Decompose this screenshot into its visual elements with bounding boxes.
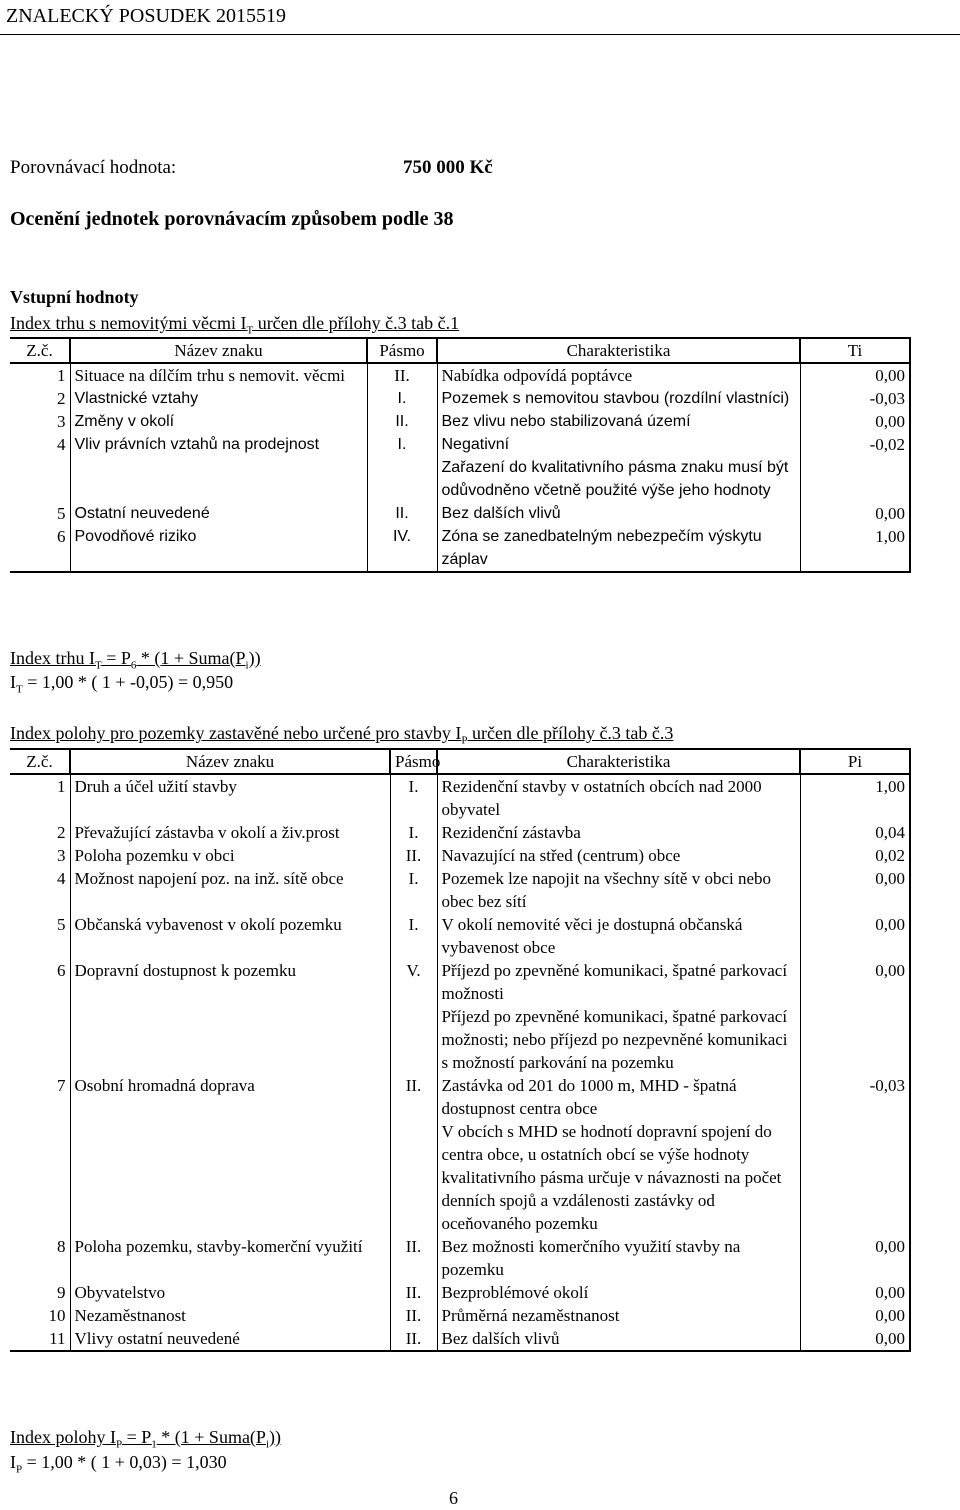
row-number: 2 (57, 389, 66, 408)
row-characteristic: Pozemek lze napojit na všechny sítě v obci nebo obec bez sítí (437, 867, 800, 913)
location-index-table (10, 748, 911, 1352)
row-value: 0,00 (800, 410, 910, 433)
row-characteristic: Negativní Zařazení do kvalitativního pásma znaku musí být odůvodněno včetně použité výše jeho hodnoty (437, 433, 800, 502)
table-row (10, 387, 910, 410)
row-number: 5 (57, 915, 66, 934)
inputs-title: Vstupní hodnoty (10, 287, 139, 307)
row-characteristic: Bez dalších vlivů (437, 1327, 800, 1351)
location-index-result: $I_P = 1,00$ * ( 1 + 0,03) = 1,030 (10, 1452, 227, 1476)
row-band: IV. (367, 525, 437, 572)
row-value: 0,00 (800, 1304, 910, 1327)
row-characteristic: Bez možnosti komerčního využití stavby na pozemku (437, 1235, 800, 1281)
row-name: Druh a účel užití stavby (70, 774, 390, 821)
row-characteristic: Bez vlivu nebo stabilizovaná území (437, 410, 800, 433)
market-index-formula: Index trhu $I_T = P_6 * (1$ + $Suma(P_i)$) (10, 648, 261, 672)
row-characteristic: Příjezd po zpevněné komunikaci, špatné parkovací možnosti Příjezd po zpevněné komunikaci, špatné parkovací možnosti; nebo příjezd po nezpevněné komunikaci s možností parkování na pozemku (437, 959, 800, 1074)
location-index-intro: Index polohy pro pozemky zastavěné nebo určené pro stavby $I_P$ určen dle přílohy č.3 tab č.3 (10, 723, 674, 747)
column-header: Název znaku (70, 338, 367, 363)
table-row (10, 913, 910, 959)
section-title: Ocenění jednotek porovnávacím způsobem podle 38 (10, 208, 454, 230)
table-row (10, 1281, 910, 1304)
row-value: 0,00 (800, 959, 910, 1074)
row-band: I. (367, 433, 437, 502)
market-index-result: $I_T = 1,00$ * ( 1 + -0,05) = 0,950 (10, 672, 234, 696)
row-number: 7 (57, 1076, 66, 1095)
table-row (10, 959, 910, 1074)
column-header: Pásmo (367, 338, 437, 363)
row-name: Nezaměstnanost (70, 1304, 390, 1327)
column-header: Pásmo (390, 749, 437, 774)
row-number: 1 (57, 366, 66, 385)
row-characteristic: Nabídka odpovídá poptávce (437, 363, 800, 387)
table-row (10, 1235, 910, 1281)
row-number: 6 (57, 961, 66, 980)
market-index-intro: Index trhu s nemovitými věcmi $I_T$ určen dle přílohy č.3 tab č.1 (10, 313, 460, 337)
row-characteristic: Navazující na střed (centrum) obce (437, 844, 800, 867)
row-number: 8 (57, 1237, 66, 1256)
table-row (10, 363, 910, 387)
row-number: 4 (57, 869, 66, 888)
row-value: 0,00 (800, 363, 910, 387)
column-header: Ti (800, 338, 910, 363)
row-number: 11 (10, 1327, 70, 1351)
table-row (10, 1327, 910, 1351)
row-name: Dopravní dostupnost k pozemku (70, 959, 390, 1074)
column-header: Z.č. (10, 338, 70, 363)
row-characteristic: V okolí nemovité věci je dostupná občanská vybavenost obce (437, 913, 800, 959)
row-characteristic: Zóna se zanedbatelným nebezpečím výskytu záplav (437, 525, 800, 572)
table-row (10, 1304, 910, 1327)
row-characteristic: Zastávka od 201 do 1000 m, MHD - špatná dostupnost centra obce V obcích s MHD se hodnotí dopravní spojení do centra obce, u ostatních obcí se výše hodnoty kvalitativního pásma určuje v návaznosti na počet denních spojů a vzdálenosti zastávky od oceňovaného pozemku (437, 1074, 800, 1235)
table-header-row (10, 749, 910, 774)
row-band: II. (367, 410, 437, 433)
table-row (10, 502, 910, 525)
row-name: Změny v okolí (70, 410, 367, 433)
table-row (10, 1074, 910, 1235)
row-value: 0,04 (800, 821, 910, 844)
row-band: II. (390, 1235, 437, 1281)
row-name: Převažující zástavba v okolí a živ.prost (70, 821, 390, 844)
row-characteristic: Rezidenční stavby v ostatních obcích nad 2000 obyvatel (437, 774, 800, 821)
row-band: I. (390, 913, 437, 959)
row-value: 0,02 (800, 844, 910, 867)
row-band: II. (390, 1327, 437, 1351)
row-name: Vlastnické vztahy (70, 387, 367, 410)
row-characteristic: Pozemek s nemovitou stavbou (rozdílní vlastníci) (437, 387, 800, 410)
row-value: -0,02 (800, 433, 910, 502)
row-name: Osobní hromadná doprava (70, 1074, 390, 1235)
row-name: Ostatní neuvedené (70, 502, 367, 525)
row-value: 1,00 (800, 525, 910, 572)
row-value: -0,03 (800, 1074, 910, 1235)
row-name: Povodňové riziko (70, 525, 367, 572)
row-characteristic: Průměrná nezaměstnanost (437, 1304, 800, 1327)
row-name: Poloha pozemku v obci (70, 844, 390, 867)
row-name: Situace na dílčím trhu s nemovit. věcmi (70, 363, 367, 387)
comparative-label: Porovnávací hodnota: (10, 157, 177, 178)
row-value: 0,00 (800, 1281, 910, 1304)
column-header: Charakteristika (437, 338, 800, 363)
row-value: 0,00 (800, 1235, 910, 1281)
row-number: 9 (57, 1283, 66, 1302)
row-band: II. (390, 1304, 437, 1327)
column-header: Název znaku (70, 749, 390, 774)
table-row (10, 774, 910, 821)
page-number: 6 (449, 1488, 458, 1508)
row-name: Občanská vybavenost v okolí pozemku (70, 913, 390, 959)
column-header: Pi (800, 749, 910, 774)
row-value: 0,00 (800, 502, 910, 525)
row-name: Možnost napojení poz. na inž. sítě obce (70, 867, 390, 913)
row-name: Poloha pozemku, stavby-komerční využití (70, 1235, 390, 1281)
row-band: I. (390, 821, 437, 844)
row-band: II. (390, 1281, 437, 1304)
row-name: Vliv právních vztahů na prodejnost (70, 433, 367, 502)
row-number: 1 (57, 777, 66, 796)
document-title: ZNALECKÝ POSUDEK 2015519 (6, 5, 286, 27)
row-number: 5 (57, 504, 66, 523)
location-index-formula: Index polohy $I_P = P_1 * (1$ + $Suma(P_i)$) (10, 1427, 281, 1451)
row-number: 4 (57, 435, 66, 454)
table-row (10, 844, 910, 867)
row-number: 10 (48, 1306, 66, 1325)
table-row (10, 433, 910, 502)
table-row (10, 821, 910, 844)
row-band: I. (390, 774, 437, 821)
row-band: II. (367, 363, 437, 387)
row-number: 2 (57, 823, 66, 842)
row-band: V. (390, 959, 437, 1074)
market-index-table (10, 337, 911, 573)
row-value: 1,00 (800, 774, 910, 821)
table-row (10, 410, 910, 433)
row-characteristic: Bezproblémové okolí (437, 1281, 800, 1304)
row-name: Obyvatelstvo (70, 1281, 390, 1304)
column-header: Charakteristika (437, 749, 800, 774)
row-number: 3 (57, 412, 66, 431)
row-value: 0,00 (800, 867, 910, 913)
row-number: 3 (57, 846, 66, 865)
table-row (10, 525, 910, 572)
row-band: I. (367, 387, 437, 410)
row-band: II. (367, 502, 437, 525)
row-value: 0,00 (800, 1327, 910, 1351)
row-band: I. (390, 867, 437, 913)
row-characteristic: Bez dalších vlivů (437, 502, 800, 525)
row-number: 6 (10, 525, 70, 572)
row-value: 0,00 (800, 913, 910, 959)
row-band: II. (390, 1074, 437, 1235)
row-value: -0,03 (800, 387, 910, 410)
column-header: Z.č. (10, 749, 70, 774)
table-row (10, 867, 910, 913)
comparative-value: 750 000 Kč (403, 157, 493, 178)
document-header (0, 0, 960, 35)
row-band: II. (390, 844, 437, 867)
row-characteristic: Rezidenční zástavba (437, 821, 800, 844)
row-name: Vlivy ostatní neuvedené (70, 1327, 390, 1351)
table-header-row (10, 338, 910, 363)
